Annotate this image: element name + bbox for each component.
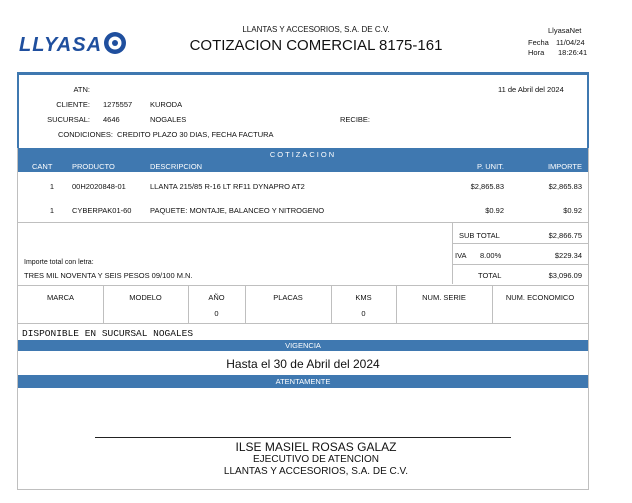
fecha-label: Fecha [528, 38, 549, 47]
quote-date: 11 de Abril del 2024 [498, 85, 564, 94]
vehicle-anio-header: AÑO [208, 293, 225, 302]
vehicle-kms-header: KMS [355, 293, 372, 302]
iva-value: $229.34 [554, 251, 582, 260]
iva-label: IVA [455, 251, 467, 260]
vehicle-col-divider-1 [103, 285, 104, 323]
system-name: LlyasaNet [548, 26, 582, 35]
row-1-descripcion: LLANTA 215/85 R-16 LT RF11 DYNAPRO AT2 [150, 182, 305, 191]
row-2-descripcion: PAQUETE: MONTAJE, BALANCEO Y NITROGENO [150, 206, 325, 215]
signer-company: LLANTAS Y ACCESORIOS, S.A. DE C.V. [223, 466, 409, 477]
totals-top-divider [18, 222, 588, 223]
total-value: $3,096.09 [548, 271, 582, 280]
total-label: TOTAL [478, 271, 502, 280]
availability-note: DISPONIBLE EN SUCURSAL NOGALES [22, 328, 194, 339]
iva-rate: 8.00% [480, 251, 502, 260]
col-descripcion: DESCRIPCION [150, 162, 203, 171]
frame-left-accent [17, 75, 19, 148]
recibe-label: RECIBE: [340, 115, 371, 124]
col-p-unit: P. UNIT. [477, 162, 504, 171]
vehicle-col-divider-3 [245, 285, 246, 323]
svg-text:LLYASA: LLYASA [19, 34, 103, 56]
vehicle-num-economico-header: NUM. ECONOMICO [505, 293, 575, 302]
condiciones-label: CONDICIONES: [57, 130, 113, 139]
vehicle-col-divider-6 [492, 285, 493, 323]
vigencia-text: Hasta el 30 de Abril del 2024 [226, 357, 380, 371]
iva-divider [452, 264, 588, 265]
cliente-name: KURODA [150, 100, 183, 109]
col-producto: PRODUCTO [72, 162, 115, 171]
vehicle-num-serie-header: NUM. SERIE [422, 293, 466, 302]
atn-label: ATN: [73, 85, 90, 94]
vehicle-placas-header: PLACAS [273, 293, 303, 302]
frame-top-bar [17, 72, 589, 75]
hora-value: 18:26:41 [558, 48, 588, 57]
signature-line [95, 437, 511, 438]
subtotal-value: $2,866.75 [548, 231, 582, 240]
atentamente-band-title: ATENTAMENTE [275, 377, 331, 386]
row-1-p-unit: $2,865.83 [470, 182, 504, 191]
importe-letra-label: Importe total con letra: [24, 259, 94, 266]
condiciones-value: CREDITO PLAZO 30 DIAS, FECHA FACTURA [117, 130, 274, 139]
vehicle-col-divider-5 [396, 285, 397, 323]
row-1-cant: 1 [49, 182, 55, 191]
vigencia-band-title: VIGENCIA [285, 341, 321, 350]
vehicle-anio-value: 0 [214, 309, 219, 318]
vehicle-kms-value: 0 [361, 309, 366, 318]
sucursal-label: SUCURSAL: [47, 115, 90, 124]
row-2-cant: 1 [49, 206, 55, 215]
vehicle-marca-header: MARCA [46, 293, 75, 302]
importe-letra-value: TRES MIL NOVENTA Y SEIS PESOS 09/100 M.N. [24, 271, 193, 280]
fecha-value: 11/04/24 [556, 38, 585, 47]
frame-right-accent [587, 75, 589, 148]
col-cant: CANT [32, 162, 53, 171]
hora-label: Hora [528, 48, 545, 57]
totals-left-divider [452, 222, 453, 284]
row-2-importe: $0.92 [563, 206, 582, 215]
signer-role: EJECUTIVO DE ATENCION [253, 454, 379, 465]
document-title: COTIZACION COMERCIAL 8175-161 [189, 37, 443, 54]
col-importe: IMPORTE [547, 162, 582, 171]
cliente-label: CLIENTE: [56, 100, 90, 109]
row-2-producto: CYBERPAK01-60 [72, 206, 132, 215]
subtotal-label: SUB TOTAL [459, 231, 500, 240]
signer-name: ILSE MASIEL ROSAS GALAZ [235, 440, 397, 454]
sucursal-id: 4646 [103, 115, 120, 124]
vehicle-modelo-header: MODELO [129, 293, 162, 302]
sucursal-name: NOGALES [150, 115, 187, 124]
header-company: LLANTAS Y ACCESORIOS, S.A. DE C.V. [242, 25, 390, 34]
vehicle-bottom-divider [18, 323, 588, 324]
row-1-importe: $2,865.83 [548, 182, 582, 191]
items-band-title: COTIZACION [269, 150, 337, 159]
row-1-producto: 00H2020848-01 [72, 182, 126, 191]
cliente-id: 1275557 [103, 100, 133, 109]
subtotal-divider [452, 243, 588, 244]
row-2-p-unit: $0.92 [485, 206, 504, 215]
